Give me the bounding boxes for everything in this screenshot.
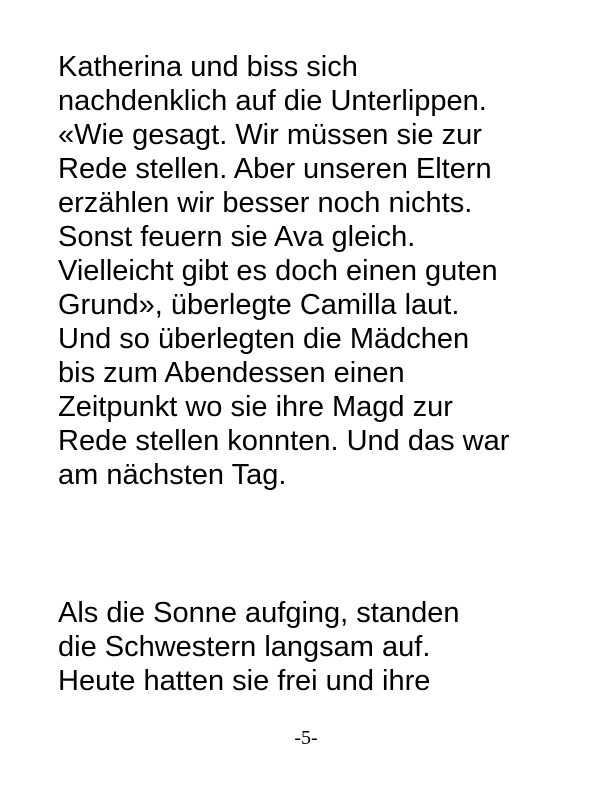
text-line: Zeitpunkt wo sie ihre Magd zur	[58, 391, 453, 423]
text-line: Sonst feuern sie Ava gleich.	[58, 221, 416, 253]
text-line: Rede stellen konnten. Und das war	[58, 425, 510, 457]
text-line: Und so überlegten die Mädchen	[58, 323, 470, 355]
text-line: bis zum Abendessen einen	[58, 357, 405, 389]
text-line: «Wie gesagt. Wir müssen sie zur	[58, 119, 482, 151]
page-number: -5-	[294, 727, 318, 749]
text-line: Grund», überlegte Camilla laut.	[58, 289, 460, 321]
paragraph-2	[58, 596, 459, 698]
text-line: erzählen wir besser noch nichts.	[58, 187, 473, 219]
text-line: am nächsten Tag.	[58, 459, 287, 491]
paragraph-1	[58, 50, 509, 492]
text-line: die Schwestern langsam auf.	[58, 631, 431, 663]
text-line: nachdenklich auf die Unterlippen.	[58, 85, 487, 117]
text-line: Vielleicht gibt es doch einen guten	[58, 255, 498, 287]
text-line: Rede stellen. Aber unseren Eltern	[58, 153, 492, 185]
text-line: Heute hatten sie frei und ihre	[58, 665, 431, 697]
text-line: Als die Sonne aufging, standen	[58, 597, 460, 629]
text-line: Katherina und biss sich	[58, 51, 358, 83]
